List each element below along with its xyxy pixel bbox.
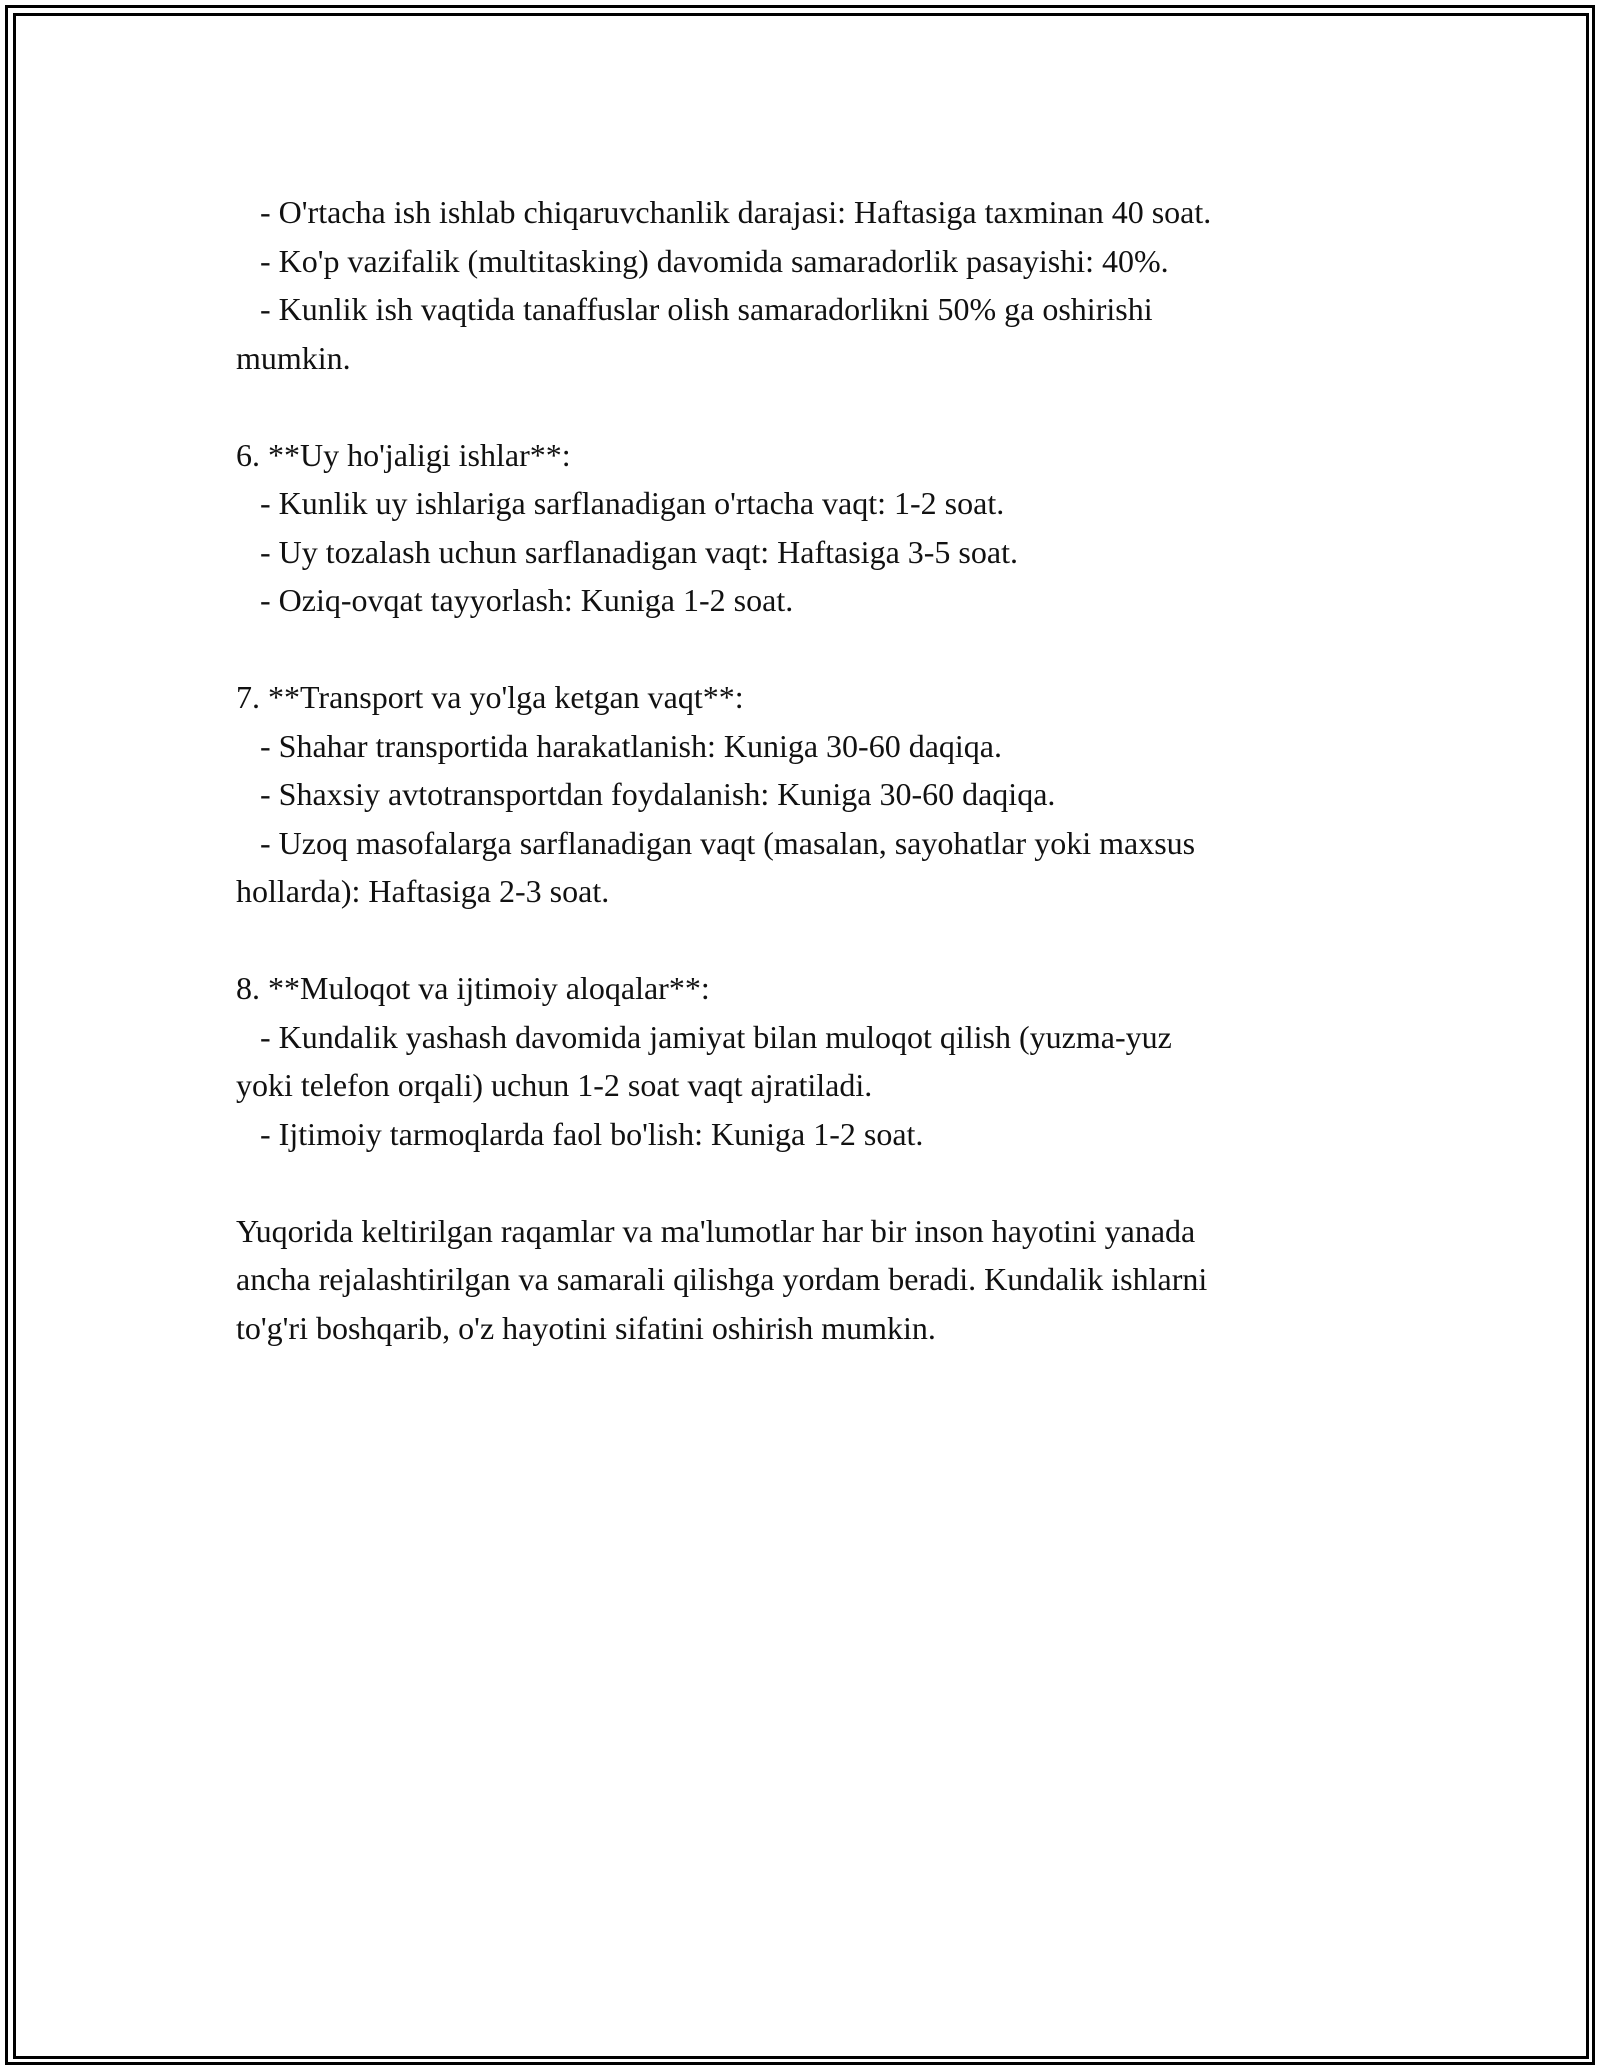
text-line: - Kunlik uy ishlariga sarflanadigan o'rtacha vaqt: 1-2 soat.	[236, 485, 1005, 521]
section-heading: 6. **Uy ho'jaligi ishlar**:	[236, 436, 571, 473]
document-body	[236, 188, 1366, 1352]
text-line: - Shaxsiy avtotransportdan foydalanish: Kuniga 30-60 daqiqa.	[236, 776, 1056, 812]
conclusion-paragraph	[236, 1207, 1366, 1353]
text-line: - Ijtimoiy tarmoqlarda faol bo'lish: Kuniga 1-2 soat.	[236, 1115, 924, 1152]
text-line: - Uy tozalash uchun sarflanadigan vaqt: Haftasiga 3-5 soat.	[236, 533, 1018, 570]
paragraph-gap	[236, 916, 1366, 965]
text-line: to'g'ri boshqarib, o'z hayotini sifatini oshirish mumkin.	[236, 1309, 936, 1346]
text-line: - Kundalik yashash davomida jamiyat bilan muloqot qilish (yuzma-yuz	[236, 1018, 1172, 1055]
section-productivity-continuation	[236, 188, 1366, 382]
text-line: mumkin.	[236, 339, 351, 376]
section-communication	[236, 964, 1366, 1158]
section-household	[236, 431, 1366, 625]
text-line: yoki telefon orqali) uchun 1-2 soat vaqt ajratiladi.	[236, 1067, 873, 1103]
text-line: - Uzoq masofalarga sarflanadigan vaqt (masalan, sayohatlar yoki maxsus	[236, 824, 1196, 861]
text-line: ancha rejalashtirilgan va samarali qilishga yordam beradi. Kundalik ishlarni	[236, 1261, 1208, 1297]
text-line: - Oziq-ovqat tayyorlash: Kuniga 1-2 soat.	[236, 582, 794, 618]
section-heading: 7. **Transport va yo'lga ketgan vaqt**:	[236, 679, 744, 715]
section-transport	[236, 673, 1366, 916]
paragraph-gap	[236, 382, 1366, 431]
text-line: - O'rtacha ish ishlab chiqaruvchanlik darajasi: Haftasiga taxminan 40 soat.	[236, 194, 1212, 230]
text-line: - Shahar transportida harakatlanish: Kuniga 30-60 daqiqa.	[236, 727, 1002, 764]
section-heading: 8. **Muloqot va ijtimoiy aloqalar**:	[236, 970, 710, 1006]
paragraph-gap	[236, 1158, 1366, 1207]
text-line: - Kunlik ish vaqtida tanaffuslar olish samaradorlikni 50% ga oshirishi	[236, 291, 1153, 327]
text-line: Yuqorida keltirilgan raqamlar va ma'lumotlar har bir inson hayotini yanada	[236, 1212, 1196, 1249]
paragraph-gap	[236, 625, 1366, 674]
text-line: hollarda): Haftasiga 2-3 soat.	[236, 873, 610, 909]
text-line: - Ko'p vazifalik (multitasking) davomida samaradorlik pasayishi: 40%.	[236, 242, 1169, 279]
